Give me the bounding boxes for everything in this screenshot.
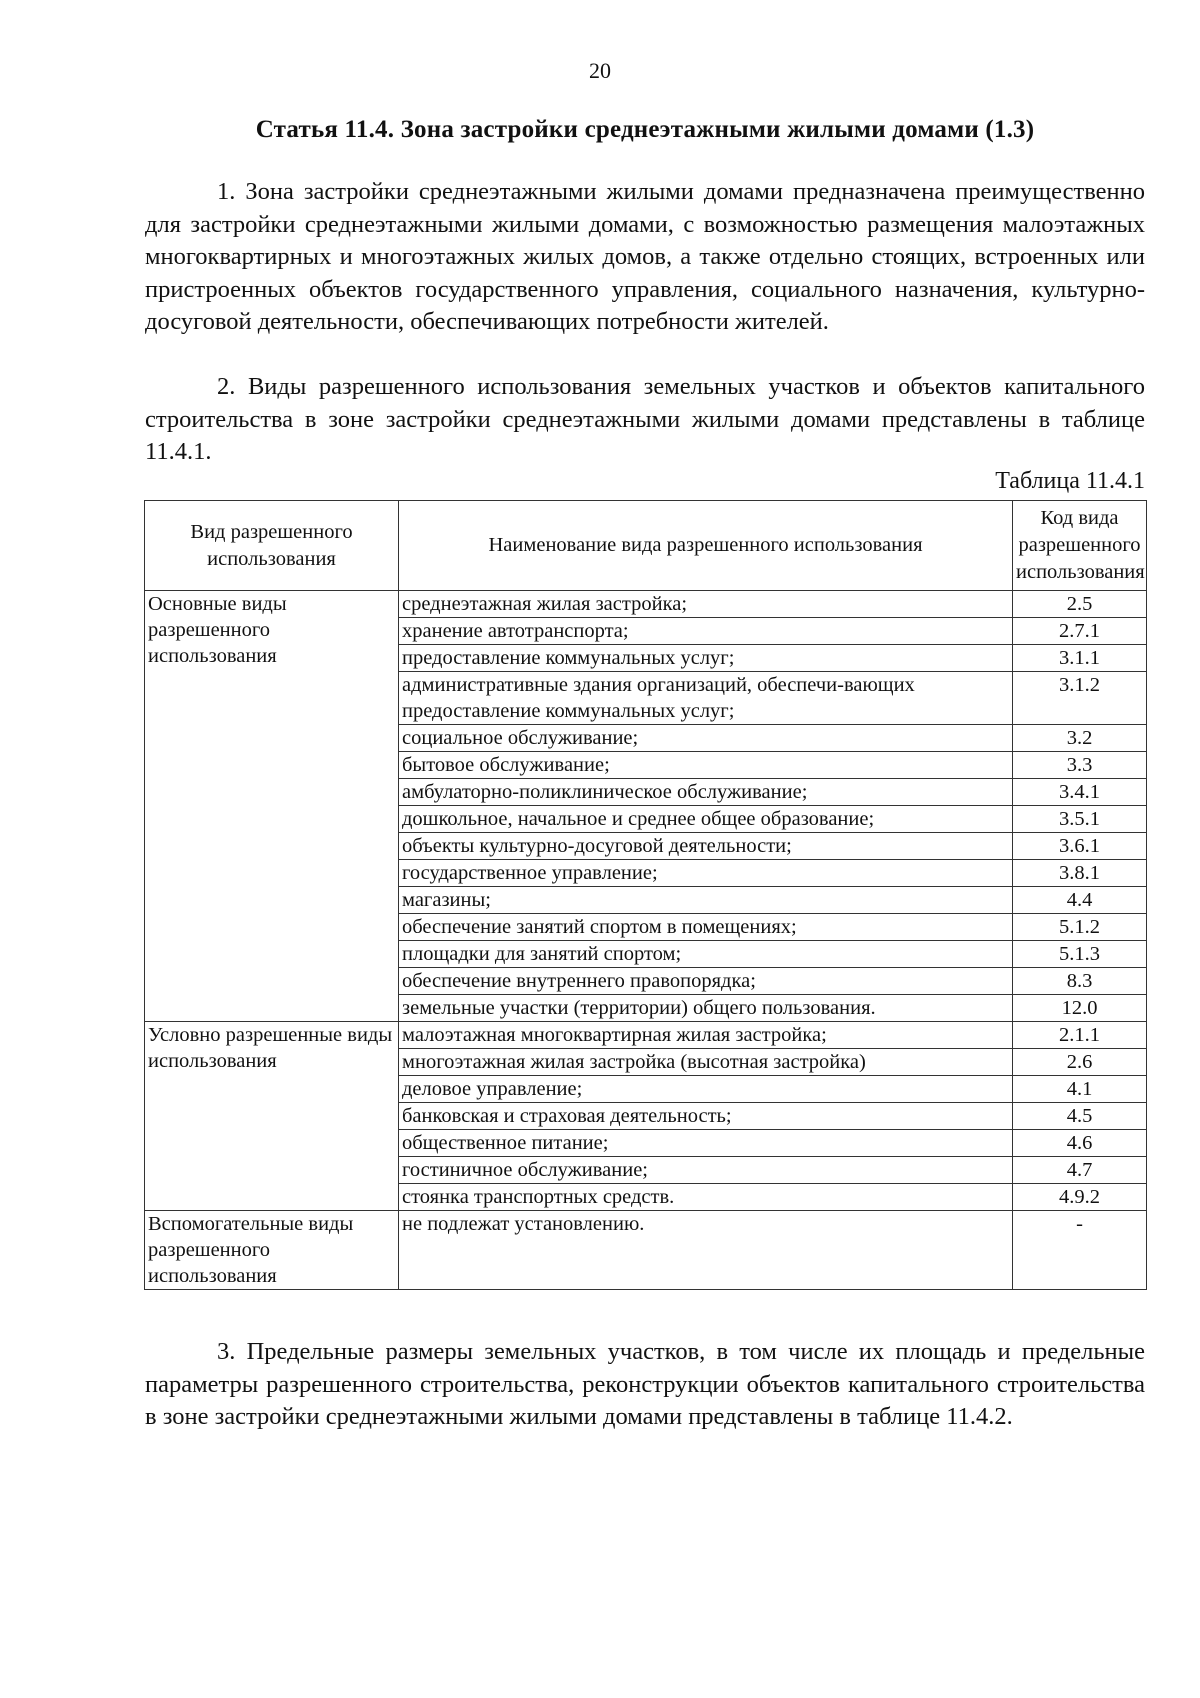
- use-code-cell: 2.1.1: [1013, 1022, 1147, 1049]
- article-title: Статья 11.4. Зона застройки среднеэтажными жилыми домами (1.3): [255, 116, 1035, 143]
- header-kind: Вид разрешенного использования: [145, 501, 399, 591]
- use-code-cell: 3.3: [1013, 752, 1147, 779]
- table-caption: Таблица 11.4.1: [995, 468, 1145, 494]
- use-name-cell: объекты культурно-досуговой деятельности;: [399, 833, 1013, 860]
- use-code-cell: 4.5: [1013, 1103, 1147, 1130]
- use-name-cell: амбулаторно-поликлиническое обслуживание;: [399, 779, 1013, 806]
- use-code-cell: 3.4.1: [1013, 779, 1147, 806]
- use-code-cell: 4.1: [1013, 1076, 1147, 1103]
- use-name-cell: деловое управление;: [399, 1076, 1013, 1103]
- use-name-cell: административные здания организаций, обеспечи-вающих предоставление коммунальных услуг;: [399, 672, 1013, 725]
- use-code-cell: 2.6: [1013, 1049, 1147, 1076]
- use-name-cell: государственное управление;: [399, 860, 1013, 887]
- table-header-row: [145, 501, 1147, 591]
- use-code-cell: 4.6: [1013, 1130, 1147, 1157]
- use-code-cell: 4.9.2: [1013, 1184, 1147, 1211]
- use-code-cell: 4.4: [1013, 887, 1147, 914]
- use-code-cell: 3.6.1: [1013, 833, 1147, 860]
- use-name-cell: малоэтажная многоквартирная жилая застройка;: [399, 1022, 1013, 1049]
- use-name-cell: предоставление коммунальных услуг;: [399, 645, 1013, 672]
- use-name-cell: не подлежат установлению.: [399, 1211, 1013, 1290]
- paragraph-1: 1. Зона застройки среднеэтажными жилыми домами предназначена преимущественно для застройки среднеэтажными жилыми домами, с возможностью размещения малоэтажных многоквартирных и многоэтажных жилых домов, а также отдельно стоящих, встроенных или пристроенных объектов государственного управления, социального назначения, культурно-досуговой деятельности, обеспечивающих потребности жителей.: [145, 178, 1145, 335]
- group-label: Основные виды разрешенного использования: [145, 591, 399, 1022]
- use-name-cell: обеспечение внутреннего правопорядка;: [399, 968, 1013, 995]
- use-code-cell: 8.3: [1013, 968, 1147, 995]
- use-name-cell: площадки для занятий спортом;: [399, 941, 1013, 968]
- use-code-cell: -: [1013, 1211, 1147, 1290]
- use-name-cell: социальное обслуживание;: [399, 725, 1013, 752]
- use-code-cell: 3.1.1: [1013, 645, 1147, 672]
- use-code-cell: 3.8.1: [1013, 860, 1147, 887]
- header-code: Код вида разрешенного использования: [1013, 501, 1147, 591]
- paragraph-3: 3. Предельные размеры земельных участков, в том числе их площадь и предельные параметры разрешенного строительства, реконструкции объектов капитального строительства в зоне застройки среднеэтажными жилыми домами представлены в таблице 11.4.2.: [145, 1338, 1145, 1430]
- use-name-cell: бытовое обслуживание;: [399, 752, 1013, 779]
- use-name-cell: стоянка транспортных средств.: [399, 1184, 1013, 1211]
- use-name-cell: банковская и страховая деятельность;: [399, 1103, 1013, 1130]
- use-code-cell: 3.2: [1013, 725, 1147, 752]
- use-name-cell: многоэтажная жилая застройка (высотная застройка): [399, 1049, 1013, 1076]
- table-row: [145, 1022, 1147, 1049]
- use-code-cell: 3.5.1: [1013, 806, 1147, 833]
- use-code-cell: 2.7.1: [1013, 618, 1147, 645]
- use-code-cell: 5.1.2: [1013, 914, 1147, 941]
- use-code-cell: 3.1.2: [1013, 672, 1147, 725]
- use-code-cell: 4.7: [1013, 1157, 1147, 1184]
- table-row: [145, 1211, 1147, 1290]
- use-name-cell: магазины;: [399, 887, 1013, 914]
- use-name-cell: земельные участки (территории) общего пользования.: [399, 995, 1013, 1022]
- use-name-cell: среднеэтажная жилая застройка;: [399, 591, 1013, 618]
- use-code-cell: 2.5: [1013, 591, 1147, 618]
- use-name-cell: дошкольное, начальное и среднее общее образование;: [399, 806, 1013, 833]
- page-number: 20: [589, 58, 611, 83]
- permitted-use-table: [144, 500, 1147, 1290]
- use-name-cell: обеспечение занятий спортом в помещениях;: [399, 914, 1013, 941]
- use-code-cell: 12.0: [1013, 995, 1147, 1022]
- header-name: Наименование вида разрешенного использования: [399, 501, 1013, 591]
- table-row: [145, 591, 1147, 618]
- use-name-cell: общественное питание;: [399, 1130, 1013, 1157]
- use-code-cell: 5.1.3: [1013, 941, 1147, 968]
- use-name-cell: гостиничное обслуживание;: [399, 1157, 1013, 1184]
- use-name-cell: хранение автотранспорта;: [399, 618, 1013, 645]
- group-label: Условно разрешенные виды использования: [145, 1022, 399, 1211]
- group-label: Вспомогательные виды разрешенного использования: [145, 1211, 399, 1290]
- table-body: [145, 591, 1147, 1290]
- paragraph-2: 2. Виды разрешенного использования земельных участков и объектов капитального строительства в зоне застройки среднеэтажными жилыми домами представлены в таблице 11.4.1.: [145, 373, 1145, 465]
